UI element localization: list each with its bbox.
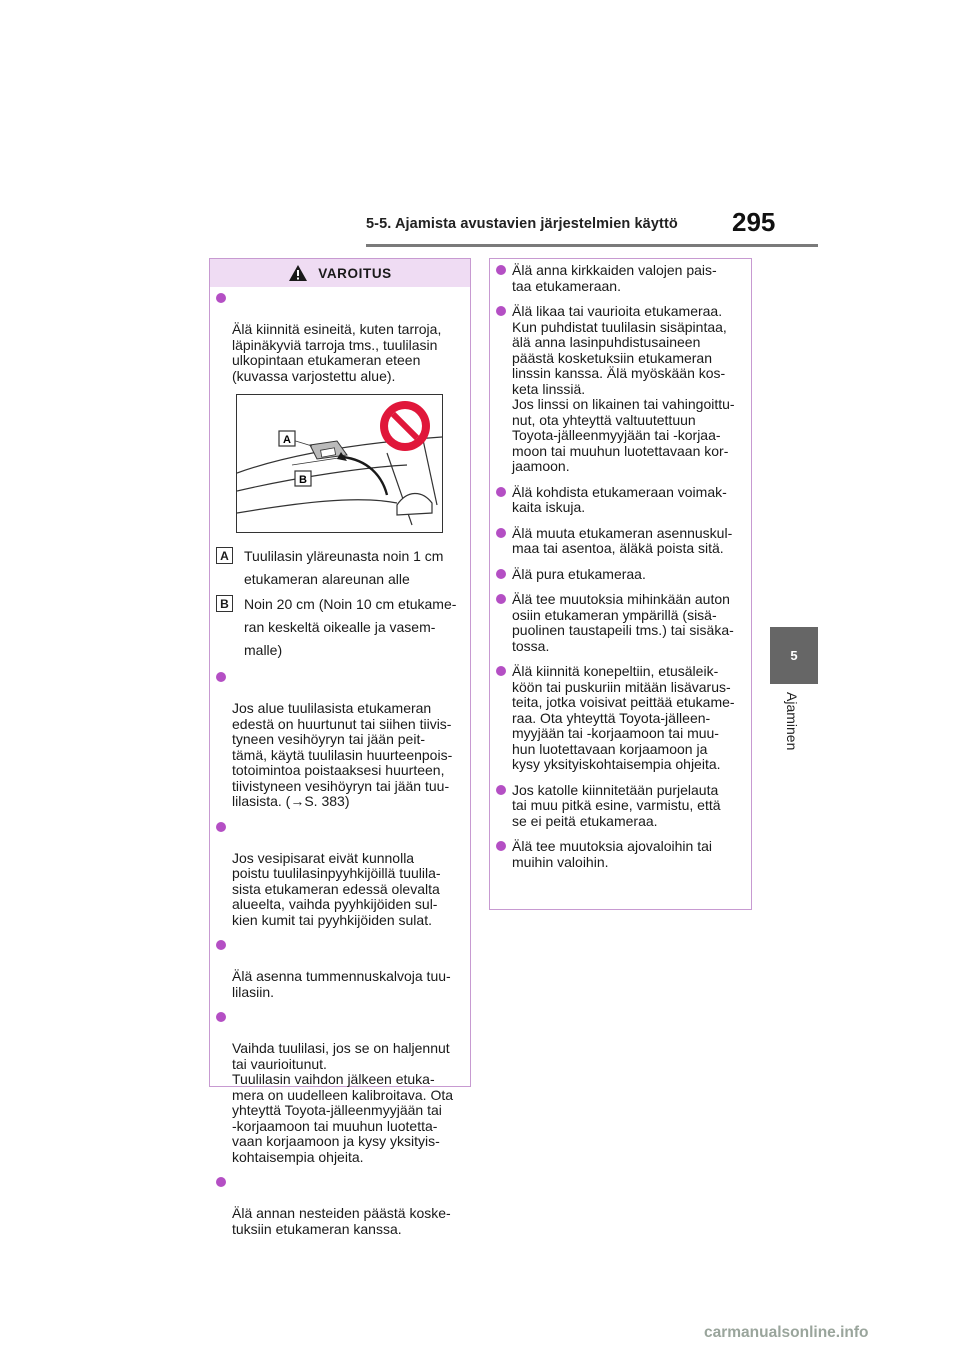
bullet-icon [496,841,506,851]
chapter-number: 5 [790,648,798,663]
legend-row-b: B Noin 20 cm (Noin 10 cm etukame- ran keskeltä oikealle ja vasem- malle) [216,593,462,662]
warning-box-right [489,258,752,910]
bullet-icon [496,569,506,579]
bullet-icon [496,487,506,497]
chapter-label: Ajaminen [784,692,800,751]
warning-item: Älä annan nesteiden päästä koske- tuksiin etukameran kanssa. [216,1175,462,1237]
warning-item: Jos katolle kiinnitetään purjelauta tai muu pitkä esine, varmistu, että se ei peitä etukameraa. [496,783,743,830]
warning-header [210,259,470,287]
chapter-tab[interactable] [770,627,818,684]
warning-title: VAROITUS [318,265,392,281]
warning-item: Älä kohdista etukameraan voimak- kaita iskuja. [496,485,743,516]
watermark[interactable]: carmanualsonline.info [704,1324,869,1341]
warning-item: Vaihda tuulilasi, jos se on haljennut tai vaurioitunut. Tuulilasin vaihdon jälkeen etuka- mera on uudelleen kalibroitava. Ota yhteyttä Toyota-jälleenmyyjään tai -korjaamoon tai muuhun luotetta- vaan korjaamoon ja kysy yksityis- kohtaisempia ohjeita. [216,1010,462,1165]
bullet-icon [216,672,226,682]
bullet-icon [496,306,506,316]
figure-label-b [295,471,311,486]
svg-text:A: A [283,434,291,446]
bullet-icon [496,265,506,275]
legend-row-a: A Tuulilasin yläreunasta noin 1 cm etukameran alareunan alle [216,545,462,591]
figure-label-a [279,431,295,446]
warning-item: Jos alue tuulilasista etukameran edestä on huurtunut tai siihen tiivis- tyneen vesihöyryn tai jään peit- tämä, käytä tuulilasin huurteenpois- totoimintoa poistaaksesi huurteen, tiivistyneen vesihöyryn tai jään tuu- lilasista. (→S. 383) [216,670,462,810]
warning-item: Älä kiinnitä esineitä, kuten tarroja, läpinäkyviä tarroja tms., tuulilasin ulkopintaan etukameran eteen (kuvassa varjostettu alue). [216,291,462,384]
windshield-camera-figure [236,394,443,533]
warning-box-left [209,258,471,1237]
bullet-icon [496,666,506,676]
legend-letter-b: B [216,595,233,612]
bullet-icon [496,594,506,604]
bullet-icon [216,293,226,303]
no-entry-icon [380,401,430,451]
header-divider [366,244,818,247]
bullet-icon [216,940,226,950]
legend-letter-a: A [216,547,233,564]
section-title: 5-5. Ajamista avustavien järjestelmien käyttö [366,216,678,232]
bullet-icon [496,528,506,538]
warning-item: Älä muuta etukameran asennuskul- maa tai asentoa, äläkä poista sitä. [496,526,743,557]
warning-triangle-icon [288,264,308,282]
bullet-icon [216,1012,226,1022]
page-number: 295 [732,207,776,237]
svg-text:B: B [299,474,307,486]
warning-item: Jos vesipisarat eivät kunnolla poistu tuulilasinpyyhkijöillä tuulila- sista etukameran edessä olevalta alueelta, vaihda pyyhkijöiden sul- kien kumit tai pyyhkijöiden sulat. [216,820,462,929]
bullet-icon [496,785,506,795]
bullet-icon [216,1177,226,1187]
warning-item: Älä likaa tai vaurioita etukameraa. Kun puhdistat tuulilasin sisäpintaa, älä anna lasinpuhdistusaineen päästä kosketuksiin etukameran linssin kanssa. Älä myöskään kos- keta linssiä. Jos linssi on likainen tai vahingoittu- nut, ota yhteyttä valtuutettuun Toyota-jälleenmyyjään tai -korjaa- moon tai muuhun luotettavaan kor- jaamoon. [496,304,743,475]
warning-item: Älä pura etukameraa. [496,567,743,583]
warning-item: Älä asenna tummennuskalvoja tuu- lilasiin. [216,938,462,1000]
figure-legend [216,545,462,662]
bullet-icon [216,822,226,832]
warning-item: Älä kiinnitä konepeltiin, etusäleik- köön tai puskuriin mitään lisävarus- teita, jotka voisivat peittää etukame- raa. Ota yhteyttä Toyota-jälleen- myyjään tai -korjaamoon tai muu- hun luotettavaan korjaamoon ja kysy yksityiskohtaisempia ohjeita. [496,664,743,773]
warning-item: Älä tee muutoksia ajovaloihin tai muihin valoihin. [496,839,743,870]
warning-item: Älä tee muutoksia mihinkään auton osiin etukameran ympärillä (sisä- puolinen taustapeili tms.) tai sisäka- tossa. [496,592,743,654]
warning-item: Älä anna kirkkaiden valojen pais- taa etukameraan. [496,263,743,294]
